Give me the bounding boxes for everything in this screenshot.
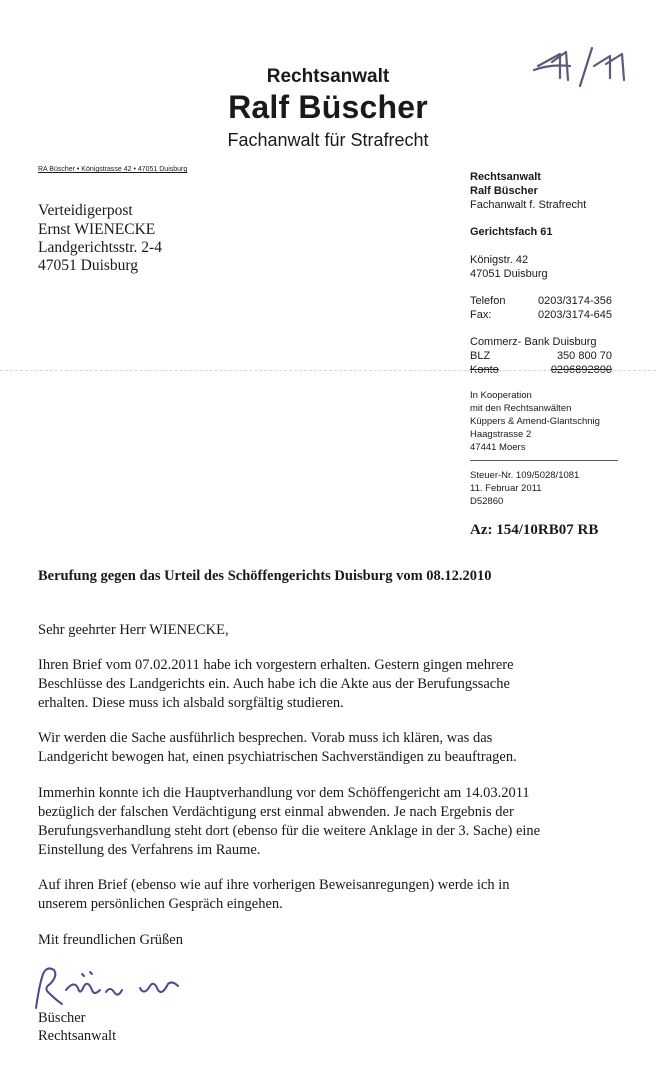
rc-konto-label: Konto xyxy=(470,364,499,376)
rc-konto-value: 0206892800 xyxy=(550,364,612,376)
rc-title: Rechtsanwalt xyxy=(470,171,541,183)
rc-blz-row xyxy=(470,350,612,362)
letterhead-subtitle: Fachanwalt für Strafrecht xyxy=(227,130,429,150)
recipient-line-1: Verteidigerpost xyxy=(38,202,133,219)
rc-court-box: Gerichtsfach 61 xyxy=(470,226,553,238)
letter-subject: Berufung gegen das Urteil des Schöffengerichts Duisburg vom 08.12.2010 xyxy=(38,568,492,584)
paragraph-4-line-1: Auf ihren Brief (ebenso wie auf ihre vorherigen Beweisanregungen) werde ich in xyxy=(38,877,510,893)
sender-address-line: RA Büscher • Königstrasse 42 • 47051 Duisburg xyxy=(38,166,188,173)
rc-coop-3: Küppers & Amend-Glantschnig xyxy=(470,416,600,427)
rc-coop-4: Haagstrasse 2 xyxy=(470,429,532,440)
paragraph-3-line-2: bezüglich der falschen Verdächtigung erst einmal abwenden. Je nach Ergebnis der xyxy=(38,804,514,820)
rc-tax-number: Steuer-Nr. 109/5028/1081 xyxy=(470,470,580,481)
letterhead-name: Ralf Büscher xyxy=(228,89,428,125)
rc-fax-label: Fax: xyxy=(470,309,492,321)
rc-phone-label: Telefon xyxy=(470,295,506,307)
rc-street: Königstr. 42 xyxy=(470,254,529,266)
scan-artifact-line xyxy=(0,370,656,371)
recipient-line-2: Ernst WIENECKE xyxy=(38,221,156,238)
paragraph-3-line-1: Immerhin konnte ich die Hauptverhandlung vor dem Schöffengericht am 14.03.2011 xyxy=(38,785,530,801)
paragraph-4-line-2: unserem persönlichen Gespräch eingehen. xyxy=(38,896,283,912)
rc-blz-label: BLZ xyxy=(470,350,491,362)
rc-fax-row xyxy=(470,309,612,321)
paragraph-1-line-3: erhalten. Diese muss ich alsbald sorgfältig studieren. xyxy=(38,695,344,711)
recipient-line-4: 47051 Duisburg xyxy=(38,257,139,274)
paragraph-2-line-1: Wir werden die Sache ausführlich besprechen. Vorab muss ich klären, was das xyxy=(38,730,493,746)
rc-blz-value: 350 800 70 xyxy=(556,350,612,362)
rc-fax-value: 0203/3174-645 xyxy=(537,309,612,321)
paragraph-1-line-2: Beschlüsse des Landgerichts ein. Auch habe ich die Akte aus der Berufungssache xyxy=(38,676,510,692)
file-reference: Az: 154/10RB07 RB xyxy=(470,522,599,538)
rc-name: Ralf Büscher xyxy=(470,185,538,197)
signature-title: Rechtsanwalt xyxy=(38,1028,117,1044)
rc-date: 11. Februar 2011 xyxy=(470,483,542,494)
paragraph-3-line-3: Berufungsverhandlung steht dort (ebenso für die weitere Anklage in der 3. Sache) eine xyxy=(38,823,541,839)
rc-divider xyxy=(470,460,618,461)
rc-bank: Commerz- Bank Duisburg xyxy=(470,336,597,348)
paragraph-2-line-2: Landgericht bewogen hat, einen psychiatrischen Sachverständigen zu beauftragen. xyxy=(38,749,517,765)
rc-city: 47051 Duisburg xyxy=(470,268,548,280)
rc-phone-value: 0203/3174-356 xyxy=(537,295,612,307)
rc-coop-1: In Kooperation xyxy=(470,390,532,401)
rc-coop-5: 47441 Moers xyxy=(470,442,526,453)
rc-coop-2: mit den Rechtsanwälten xyxy=(470,403,572,414)
rc-specialty: Fachanwalt f. Strafrecht xyxy=(470,199,587,211)
paragraph-3-line-4: Einstellung des Verfahrens im Raume. xyxy=(38,842,261,858)
rc-phone-row xyxy=(470,295,612,307)
recipient-line-3: Landgerichtsstr. 2-4 xyxy=(38,239,162,256)
rc-ref-code: D52860 xyxy=(470,496,504,507)
salutation: Sehr geehrter Herr WIENECKE, xyxy=(38,622,229,638)
letterhead-title: Rechtsanwalt xyxy=(266,66,390,87)
closing: Mit freundlichen Grüßen xyxy=(38,932,183,948)
paragraph-1-line-1: Ihren Brief vom 07.02.2011 habe ich vorgestern erhalten. Gestern gingen mehrere xyxy=(38,657,514,673)
signature-name: Büscher xyxy=(38,1010,86,1026)
